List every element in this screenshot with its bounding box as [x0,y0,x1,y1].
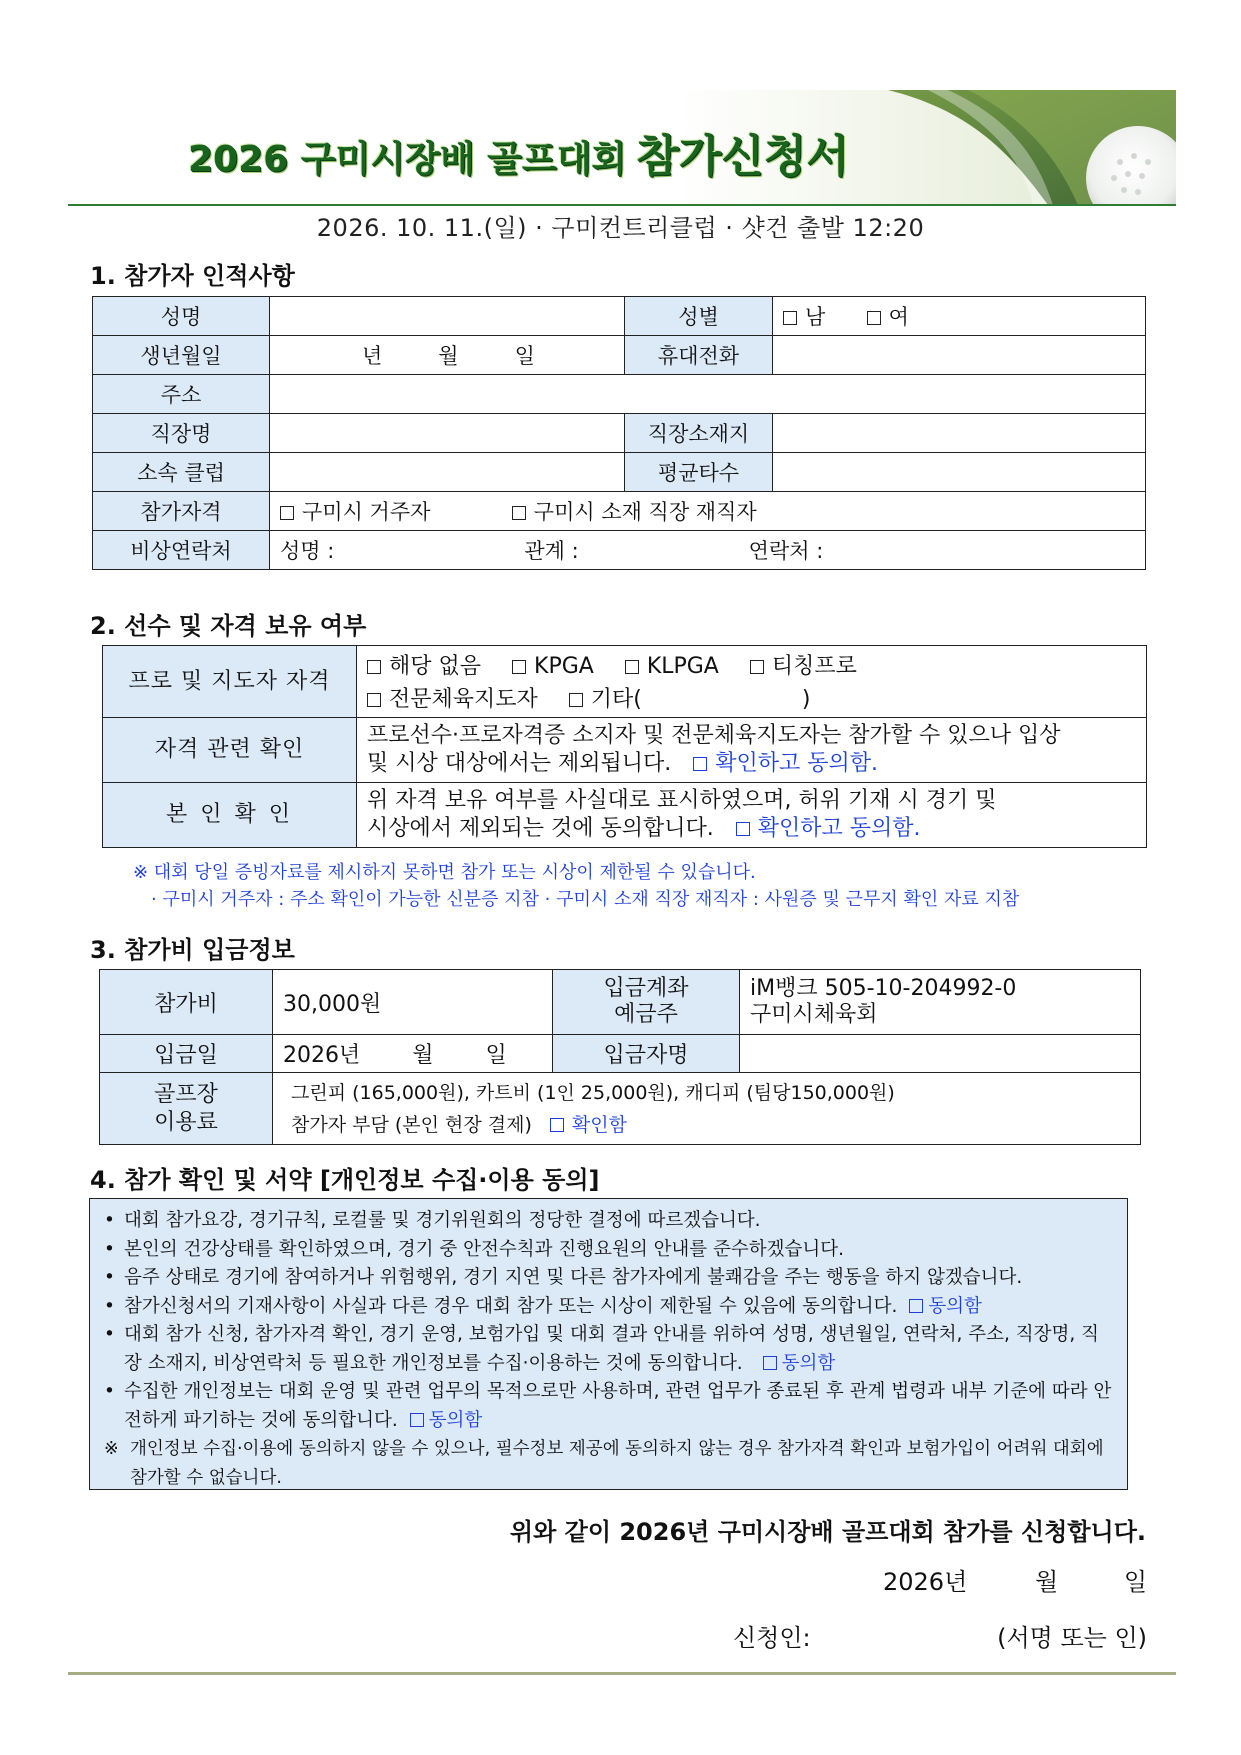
eligibility-worker-label: 구미시 소재 직장 재직자 [533,500,757,524]
confirm-text-line2: 및 시상 대상에서는 제외됩니다. [367,751,672,776]
gender-label: 성별 [625,297,773,336]
agreement-item [104,1293,1113,1322]
bullet: • [104,1238,115,1260]
table-row [103,783,1147,848]
depositor-input[interactable] [750,1041,1130,1065]
course-fee-label-line2: 이용료 [154,1109,218,1135]
self-text-line1: 위 자격 보유 여부를 사실대로 표시하였으며, 허위 기재 시 경기 및 [367,788,997,813]
workplace-input[interactable] [280,414,614,452]
agreement-text: 대회 참가요강, 경기규칙, 로컬룰 및 경기위원회의 정당한 결정에 따르겠습니다. [124,1210,761,1231]
applicant-label: 신청인: [733,1624,811,1652]
address-label: 주소 [93,375,270,414]
course-fee-note: 참가자 부담 (본인 현장 결제) [291,1113,532,1136]
bullet: • [104,1295,115,1317]
gender-male-label: 남 [805,305,826,329]
course-fee-label [100,1073,273,1145]
agreement-note-text: 개인정보 수집·이용에 동의하지 않을 수 있으나, 필수정보 제공에 동의하지 않는 경우 참가자격 확인과 보험가입이 어려워 대회에 참가할 수 없습니다. [130,1439,1104,1488]
name-cell [270,297,625,336]
section1-heading: 1. 참가자 인적사항 [90,262,295,290]
qual-klpga-label: KLPGA [646,653,719,679]
eligibility-worker-checkbox[interactable] [512,506,526,520]
gender-male-checkbox[interactable] [783,311,797,325]
agree-label-3: 동의함 [428,1409,483,1431]
emergency-cell [270,531,1146,570]
agree-label-2: 동의함 [781,1352,836,1374]
account-label [553,970,740,1035]
evidence-detail-note: · 구미시 거주자 : 주소 확인이 가능한 신분증 지참 · 구미시 소재 직장 재직자 : 사원증 및 근무지 확인 자료 지참 [151,889,1020,910]
table-row [93,414,1146,453]
table-row [93,375,1146,414]
declaration: 위와 같이 2026년 구미시장배 골프대회 참가를 신청합니다. [509,1518,1146,1546]
qual-klpga-checkbox[interactable] [625,660,639,674]
workplace-cell [270,414,625,453]
qual-other-label: 기타( [590,686,642,712]
qualification-table [102,645,1147,848]
bullet: • [104,1267,115,1288]
page-title [188,120,849,184]
bullet: • [104,1210,115,1231]
gender-cell [773,297,1146,336]
date-year: 2026년 [883,1568,968,1596]
qual-options-cell [357,646,1147,718]
qual-other-close: ) [801,686,811,712]
agreement-text: 수집한 개인정보는 대회 운영 및 관련 업무의 목적으로만 사용하며, 관련 업무가 종료된 후 관계 법령과 내부 기준에 따라 안전하게 파기하는 것에 동의합니다. [124,1381,1112,1431]
deposit-year: 2026년 [283,1043,361,1068]
qual-label: 프로 및 지도자 자격 [103,646,357,718]
qual-none-label: 해당 없음 [389,653,482,679]
bullet: • [104,1324,115,1345]
table-row [100,970,1141,1035]
emergency-contact-label: 연락처 : [748,539,824,563]
qual-other-checkbox[interactable] [569,693,583,707]
phone-cell [773,336,1146,375]
agreement-item [104,1264,1113,1293]
section4-heading: 4. 참가 확인 및 서약 [개인정보 수집·이용 동의] [90,1166,600,1194]
birth-year-label: 년 [362,344,383,368]
depositor-cell [740,1035,1141,1073]
avg-score-input[interactable] [783,453,1135,491]
section3-heading: 3. 참가비 입금정보 [90,936,295,964]
course-fee-text: 그린피 (165,000원), 카트비 (1인 25,000원), 캐디피 (팀당150,000원) [291,1081,895,1104]
evidence-note: ※ 대회 당일 증빙자료를 제시하지 못하면 참가 또는 시상이 제한될 수 있습니다. [133,862,756,883]
agreement-item [104,1236,1113,1265]
qual-none-checkbox[interactable] [367,660,381,674]
account-number: iM뱅크 505-10-204992-0 [750,976,1017,1001]
banner-divider [68,204,1176,206]
table-row [103,718,1147,783]
section2-heading: 2. 선수 및 자격 보유 여부 [90,612,367,640]
avg-score-label: 평균타수 [625,453,773,492]
address-input[interactable] [280,375,1135,413]
application-date [883,1562,1147,1597]
eligibility-resident-label: 구미시 거주자 [302,500,431,524]
agreement-item [104,1207,1113,1236]
table-row [93,531,1146,570]
birth-day-label: 일 [514,344,535,368]
table-row [93,336,1146,375]
account-label-line1: 입금계좌 [603,976,689,1001]
gender-female-checkbox[interactable] [867,311,881,325]
agree-checkbox-2[interactable] [763,1356,777,1370]
emergency-name-label: 성명 : [280,539,335,563]
eligibility-cell [270,492,1146,531]
workplace-location-label: 직장소재지 [625,414,773,453]
avg-score-cell [773,453,1146,492]
account-holder: 구미시체육회 [750,1002,878,1027]
course-fee-label-line1: 골프장 [154,1081,218,1107]
table-row [103,646,1147,718]
gender-female-label: 여 [888,305,909,329]
self-agree-checkbox[interactable] [736,822,750,836]
agree-label-1: 동의함 [928,1295,982,1317]
fee-label: 참가비 [100,970,273,1035]
date-month: 월 [1035,1568,1059,1596]
birth-label: 생년월일 [93,336,270,375]
agreement-text: 참가신청서의 기재사항이 사실과 다른 경우 대회 참가 또는 시상이 제한될 수 있음에 동의합니다. [124,1295,898,1317]
qual-coach-checkbox[interactable] [367,693,381,707]
workplace-label: 직장명 [93,414,270,453]
depositor-label: 입금자명 [553,1035,740,1073]
agreement-item [104,1321,1113,1378]
agree-checkbox-3[interactable] [410,1413,424,1427]
confirm-text-cell [357,718,1147,783]
agreement-text: 음주 상태로 경기에 참여하거나 위험행위, 경기 지연 및 다른 참가자에게 불쾌감을 주는 행동을 하지 않겠습니다. [124,1267,1023,1288]
emergency-label: 비상연락처 [93,531,270,570]
phone-label: 휴대전화 [625,336,773,375]
deposit-date-cell[interactable] [273,1035,553,1073]
confirm-text-line1: 프로선수·프로자격증 소지자 및 전문체육지도자는 참가할 수 있으나 입상 [367,723,1061,748]
birth-cell[interactable] [270,336,625,375]
course-fee-cell [273,1073,1141,1145]
qual-teaching-label: 티칭프로 [771,653,857,679]
workplace-location-input[interactable] [783,414,1135,452]
account-label-line2: 예금주 [614,1002,678,1027]
footer-divider [68,1672,1176,1675]
participant-info-table [92,296,1146,570]
agreement-text: 본인의 건강상태를 확인하였으며, 경기 중 안전수칙과 진행요원의 안내를 준수하겠습니다. [124,1238,845,1260]
table-row [100,1035,1141,1073]
payment-table [99,969,1141,1145]
address-cell [270,375,1146,414]
deposit-date-label: 입금일 [100,1035,273,1073]
name-label: 성명 [93,297,270,336]
date-day: 일 [1123,1568,1147,1596]
workplace-location-cell [773,414,1146,453]
fee-value: 30,000원 [273,970,553,1035]
club-input[interactable] [280,453,614,491]
self-agree-label: 확인하고 동의함. [757,816,921,841]
eligibility-resident-checkbox[interactable] [280,506,294,520]
club-label: 소속 클럽 [93,453,270,492]
title-event: 2026 구미시장배 골프대회 [188,139,627,180]
agreement-item [104,1378,1113,1435]
applicant-signature [733,1618,1147,1653]
deposit-day: 일 [485,1043,507,1068]
qual-kpga-label: KPGA [534,653,594,679]
self-text-line2: 시상에서 제외되는 것에 동의합니다. [367,816,714,841]
agreement-note [104,1435,1113,1492]
self-confirm-text-cell [357,783,1147,848]
birth-month-label: 월 [438,344,459,368]
confirm-agree-label: 확인하고 동의함. [715,751,879,776]
qual-teaching-checkbox[interactable] [750,660,764,674]
agreement-text: 대회 참가 신청, 참가자격 확인, 경기 운영, 보험가입 및 대회 결과 안내를 위하여 성명, 생년월일, 연락처, 주소, 직장명, 직장 소재지, 비상연락처 등 필요한 개인정보를 수집·이용하는 것에 동의합니다. [124,1324,1099,1374]
bullet: • [104,1381,115,1402]
confirm-label: 자격 관련 확인 [103,718,357,783]
event-info: 2026. 10. 11.(일) · 구미컨트리클럽 · 샷건 출발 12:20 [316,214,925,242]
agree-checkbox-1[interactable] [909,1299,923,1313]
emergency-relation-label: 관계 : [524,539,579,563]
eligibility-label: 참가자격 [93,492,270,531]
table-row [93,492,1146,531]
self-confirm-label: 본 인 확 인 [103,783,357,848]
table-row [93,297,1146,336]
qual-kpga-checkbox[interactable] [512,660,526,674]
table-row [93,453,1146,492]
note-mark: ※ [104,1439,119,1459]
signature-label: (서명 또는 인) [997,1624,1147,1652]
name-input[interactable] [280,297,614,335]
account-value [740,970,1141,1035]
agreement-box [89,1198,1128,1490]
phone-input[interactable] [783,336,1135,374]
title-form: 참가신청서 [636,131,849,182]
deposit-month: 월 [412,1043,434,1068]
club-cell [270,453,625,492]
title-banner [68,90,1176,205]
course-fee-check-label: 확인함 [571,1113,627,1136]
course-fee-checkbox[interactable] [550,1118,564,1132]
confirm-agree-checkbox[interactable] [693,757,707,771]
qual-coach-label: 전문체육지도자 [389,686,538,712]
table-row [100,1073,1141,1145]
